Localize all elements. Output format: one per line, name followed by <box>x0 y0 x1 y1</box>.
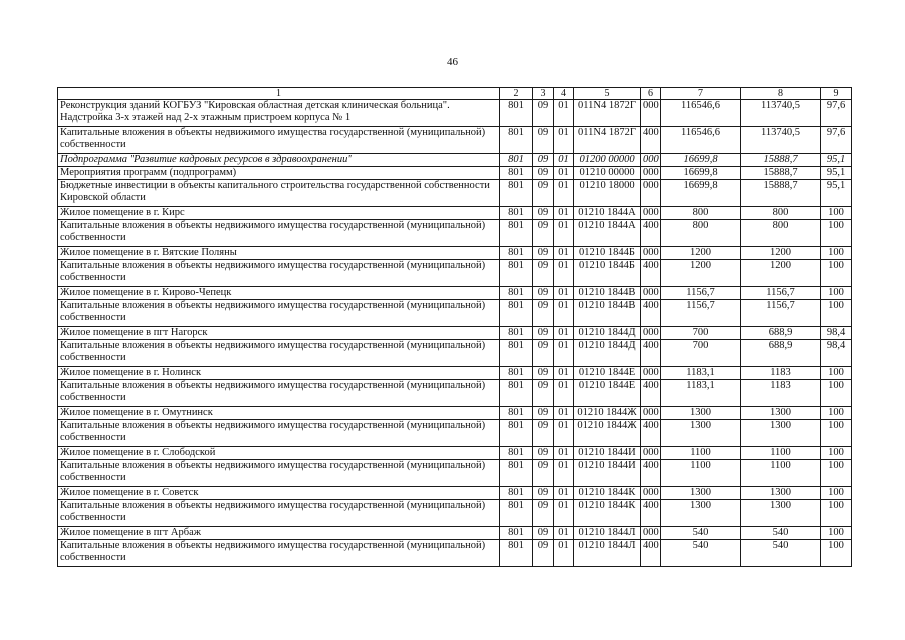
section-code-cell: 09 <box>533 340 554 367</box>
expense-type-cell: 400 <box>641 127 661 154</box>
executed-amount-cell: 1200 <box>741 247 821 260</box>
ministry-code-cell: 801 <box>500 220 533 247</box>
table-row <box>58 300 852 327</box>
item-name-cell: Жилое помещение в г. Слободской <box>58 447 500 460</box>
execution-percent-cell: 100 <box>821 500 852 527</box>
target-article-cell: 01210 1844Б <box>574 247 641 260</box>
executed-amount-cell: 540 <box>741 540 821 567</box>
table-row <box>58 367 852 380</box>
table-row <box>58 287 852 300</box>
executed-amount-cell: 800 <box>741 207 821 220</box>
ministry-code-cell: 801 <box>500 460 533 487</box>
planned-amount-cell: 1183,1 <box>661 380 741 407</box>
execution-percent-cell: 100 <box>821 367 852 380</box>
item-name-cell: Капитальные вложения в объекты недвижимого имущества государственной (муниципальной) собственности <box>58 420 500 447</box>
expense-type-cell: 000 <box>641 287 661 300</box>
column-number-cell: 8 <box>741 88 821 100</box>
planned-amount-cell: 1156,7 <box>661 300 741 327</box>
expense-type-cell: 000 <box>641 100 661 127</box>
table-row <box>58 167 852 180</box>
budget-table-body <box>58 88 852 567</box>
planned-amount-cell: 1100 <box>661 447 741 460</box>
item-name-cell: Капитальные вложения в объекты недвижимого имущества государственной (муниципальной) собственности <box>58 500 500 527</box>
planned-amount-cell: 540 <box>661 540 741 567</box>
planned-amount-cell: 700 <box>661 340 741 367</box>
item-name-cell: Капитальные вложения в объекты недвижимого имущества государственной (муниципальной) собственности <box>58 260 500 287</box>
subsection-code-cell: 01 <box>554 287 574 300</box>
executed-amount-cell: 1183 <box>741 380 821 407</box>
table-row <box>58 127 852 154</box>
subsection-code-cell: 01 <box>554 207 574 220</box>
item-name-cell: Жилое помещение в пгт Арбаж <box>58 527 500 540</box>
column-number-row <box>58 88 852 100</box>
subsection-code-cell: 01 <box>554 220 574 247</box>
target-article-cell: 01210 18000 <box>574 180 641 207</box>
ministry-code-cell: 801 <box>500 154 533 167</box>
execution-percent-cell: 100 <box>821 260 852 287</box>
section-code-cell: 09 <box>533 420 554 447</box>
expense-type-cell: 400 <box>641 420 661 447</box>
ministry-code-cell: 801 <box>500 327 533 340</box>
subsection-code-cell: 01 <box>554 247 574 260</box>
table-row <box>58 380 852 407</box>
planned-amount-cell: 800 <box>661 207 741 220</box>
section-code-cell: 09 <box>533 167 554 180</box>
target-article-cell: 01210 1844И <box>574 447 641 460</box>
expense-type-cell: 400 <box>641 220 661 247</box>
execution-percent-cell: 100 <box>821 247 852 260</box>
expense-type-cell: 000 <box>641 180 661 207</box>
target-article-cell: 01210 1844Л <box>574 540 641 567</box>
ministry-code-cell: 801 <box>500 447 533 460</box>
ministry-code-cell: 801 <box>500 100 533 127</box>
column-number-cell: 3 <box>533 88 554 100</box>
section-code-cell: 09 <box>533 154 554 167</box>
expense-type-cell: 000 <box>641 407 661 420</box>
table-row <box>58 327 852 340</box>
planned-amount-cell: 1183,1 <box>661 367 741 380</box>
table-row <box>58 247 852 260</box>
ministry-code-cell: 801 <box>500 367 533 380</box>
section-code-cell: 09 <box>533 100 554 127</box>
ministry-code-cell: 801 <box>500 167 533 180</box>
planned-amount-cell: 1200 <box>661 260 741 287</box>
execution-percent-cell: 98,4 <box>821 340 852 367</box>
subsection-code-cell: 01 <box>554 407 574 420</box>
table-row <box>58 207 852 220</box>
execution-percent-cell: 100 <box>821 287 852 300</box>
target-article-cell: 011N4 1872Г <box>574 127 641 154</box>
subsection-code-cell: 01 <box>554 260 574 287</box>
expense-type-cell: 000 <box>641 154 661 167</box>
execution-percent-cell: 95,1 <box>821 167 852 180</box>
column-number-cell: 6 <box>641 88 661 100</box>
ministry-code-cell: 801 <box>500 247 533 260</box>
section-code-cell: 09 <box>533 447 554 460</box>
planned-amount-cell: 1156,7 <box>661 287 741 300</box>
table-row <box>58 527 852 540</box>
execution-percent-cell: 100 <box>821 220 852 247</box>
execution-percent-cell: 98,4 <box>821 327 852 340</box>
planned-amount-cell: 1300 <box>661 407 741 420</box>
expense-type-cell: 400 <box>641 540 661 567</box>
executed-amount-cell: 15888,7 <box>741 180 821 207</box>
table-row <box>58 487 852 500</box>
item-name-cell: Жилое помещение в г. Кирс <box>58 207 500 220</box>
expense-type-cell: 400 <box>641 340 661 367</box>
subsection-code-cell: 01 <box>554 154 574 167</box>
ministry-code-cell: 801 <box>500 380 533 407</box>
subsection-code-cell: 01 <box>554 540 574 567</box>
execution-percent-cell: 100 <box>821 407 852 420</box>
item-name-cell: Капитальные вложения в объекты недвижимого имущества государственной (муниципальной) собственности <box>58 380 500 407</box>
executed-amount-cell: 688,9 <box>741 327 821 340</box>
subsection-code-cell: 01 <box>554 167 574 180</box>
ministry-code-cell: 801 <box>500 420 533 447</box>
target-article-cell: 01210 1844И <box>574 460 641 487</box>
executed-amount-cell: 688,9 <box>741 340 821 367</box>
execution-percent-cell: 95,1 <box>821 180 852 207</box>
table-row <box>58 340 852 367</box>
execution-percent-cell: 100 <box>821 420 852 447</box>
section-code-cell: 09 <box>533 127 554 154</box>
target-article-cell: 01200 00000 <box>574 154 641 167</box>
page-number: 46 <box>447 56 458 68</box>
item-name-cell: Бюджетные инвестиции в объекты капитального строительства государственной собственности Кировской области <box>58 180 500 207</box>
target-article-cell: 01210 1844В <box>574 287 641 300</box>
section-code-cell: 09 <box>533 207 554 220</box>
subsection-code-cell: 01 <box>554 300 574 327</box>
planned-amount-cell: 540 <box>661 527 741 540</box>
expense-type-cell: 400 <box>641 300 661 327</box>
section-code-cell: 09 <box>533 380 554 407</box>
table-row <box>58 180 852 207</box>
executed-amount-cell: 1300 <box>741 407 821 420</box>
planned-amount-cell: 16699,8 <box>661 154 741 167</box>
ministry-code-cell: 801 <box>500 180 533 207</box>
section-code-cell: 09 <box>533 367 554 380</box>
target-article-cell: 011N4 1872Г <box>574 100 641 127</box>
section-code-cell: 09 <box>533 180 554 207</box>
executed-amount-cell: 113740,5 <box>741 100 821 127</box>
executed-amount-cell: 15888,7 <box>741 167 821 180</box>
section-code-cell: 09 <box>533 460 554 487</box>
target-article-cell: 01210 1844Л <box>574 527 641 540</box>
target-article-cell: 01210 1844Е <box>574 380 641 407</box>
target-article-cell: 01210 1844Е <box>574 367 641 380</box>
execution-percent-cell: 97,6 <box>821 127 852 154</box>
execution-percent-cell: 100 <box>821 487 852 500</box>
subsection-code-cell: 01 <box>554 500 574 527</box>
section-code-cell: 09 <box>533 487 554 500</box>
ministry-code-cell: 801 <box>500 500 533 527</box>
item-name-cell: Жилое помещение в г. Омутнинск <box>58 407 500 420</box>
budget-table <box>57 87 852 567</box>
planned-amount-cell: 16699,8 <box>661 180 741 207</box>
executed-amount-cell: 1200 <box>741 260 821 287</box>
planned-amount-cell: 1100 <box>661 460 741 487</box>
item-name-cell: Мероприятия программ (подпрограмм) <box>58 167 500 180</box>
executed-amount-cell: 1300 <box>741 487 821 500</box>
section-code-cell: 09 <box>533 407 554 420</box>
execution-percent-cell: 100 <box>821 207 852 220</box>
execution-percent-cell: 100 <box>821 540 852 567</box>
expense-type-cell: 000 <box>641 327 661 340</box>
expense-type-cell: 000 <box>641 367 661 380</box>
expense-type-cell: 000 <box>641 527 661 540</box>
expense-type-cell: 000 <box>641 167 661 180</box>
execution-percent-cell: 97,6 <box>821 100 852 127</box>
ministry-code-cell: 801 <box>500 287 533 300</box>
target-article-cell: 01210 1844К <box>574 500 641 527</box>
planned-amount-cell: 116546,6 <box>661 100 741 127</box>
subsection-code-cell: 01 <box>554 180 574 207</box>
expense-type-cell: 000 <box>641 207 661 220</box>
ministry-code-cell: 801 <box>500 407 533 420</box>
table-row <box>58 460 852 487</box>
item-name-cell: Реконструкция зданий КОГБУЗ "Кировская областная детская клиническая больница". Надстройка 3-х этажей над 2-х этажным пристроем корпуса № 1 <box>58 100 500 127</box>
section-code-cell: 09 <box>533 327 554 340</box>
section-code-cell: 09 <box>533 260 554 287</box>
execution-percent-cell: 100 <box>821 300 852 327</box>
ministry-code-cell: 801 <box>500 300 533 327</box>
planned-amount-cell: 700 <box>661 327 741 340</box>
ministry-code-cell: 801 <box>500 260 533 287</box>
item-name-cell: Капитальные вложения в объекты недвижимого имущества государственной (муниципальной) собственности <box>58 340 500 367</box>
target-article-cell: 01210 1844Б <box>574 260 641 287</box>
subsection-code-cell: 01 <box>554 447 574 460</box>
ministry-code-cell: 801 <box>500 127 533 154</box>
subsection-code-cell: 01 <box>554 487 574 500</box>
subsection-code-cell: 01 <box>554 340 574 367</box>
executed-amount-cell: 1183 <box>741 367 821 380</box>
expense-type-cell: 400 <box>641 380 661 407</box>
item-name-cell: Подпрограмма "Развитие кадровых ресурсов в здравоохранении" <box>58 154 500 167</box>
executed-amount-cell: 1100 <box>741 447 821 460</box>
subsection-code-cell: 01 <box>554 327 574 340</box>
table-row <box>58 540 852 567</box>
planned-amount-cell: 1200 <box>661 247 741 260</box>
section-code-cell: 09 <box>533 500 554 527</box>
section-code-cell: 09 <box>533 527 554 540</box>
column-number-cell: 2 <box>500 88 533 100</box>
section-code-cell: 09 <box>533 220 554 247</box>
table-row <box>58 154 852 167</box>
section-code-cell: 09 <box>533 287 554 300</box>
planned-amount-cell: 1300 <box>661 500 741 527</box>
target-article-cell: 01210 1844А <box>574 207 641 220</box>
section-code-cell: 09 <box>533 247 554 260</box>
subsection-code-cell: 01 <box>554 380 574 407</box>
planned-amount-cell: 1300 <box>661 487 741 500</box>
table-row <box>58 260 852 287</box>
target-article-cell: 01210 1844Ж <box>574 407 641 420</box>
ministry-code-cell: 801 <box>500 207 533 220</box>
executed-amount-cell: 15888,7 <box>741 154 821 167</box>
item-name-cell: Капитальные вложения в объекты недвижимого имущества государственной (муниципальной) собственности <box>58 220 500 247</box>
target-article-cell: 01210 1844В <box>574 300 641 327</box>
column-number-cell: 1 <box>58 88 500 100</box>
execution-percent-cell: 100 <box>821 527 852 540</box>
target-article-cell: 01210 1844Д <box>574 340 641 367</box>
ministry-code-cell: 801 <box>500 540 533 567</box>
executed-amount-cell: 800 <box>741 220 821 247</box>
subsection-code-cell: 01 <box>554 460 574 487</box>
section-code-cell: 09 <box>533 300 554 327</box>
item-name-cell: Жилое помещение в г. Вятские Поляны <box>58 247 500 260</box>
execution-percent-cell: 100 <box>821 380 852 407</box>
table-row <box>58 420 852 447</box>
table-row <box>58 220 852 247</box>
subsection-code-cell: 01 <box>554 527 574 540</box>
subsection-code-cell: 01 <box>554 127 574 154</box>
target-article-cell: 01210 1844Ж <box>574 420 641 447</box>
target-article-cell: 01210 1844К <box>574 487 641 500</box>
execution-percent-cell: 100 <box>821 460 852 487</box>
executed-amount-cell: 1156,7 <box>741 287 821 300</box>
executed-amount-cell: 1156,7 <box>741 300 821 327</box>
executed-amount-cell: 113740,5 <box>741 127 821 154</box>
section-code-cell: 09 <box>533 540 554 567</box>
item-name-cell: Жилое помещение в г. Советск <box>58 487 500 500</box>
target-article-cell: 01210 00000 <box>574 167 641 180</box>
executed-amount-cell: 1300 <box>741 420 821 447</box>
target-article-cell: 01210 1844Д <box>574 327 641 340</box>
subsection-code-cell: 01 <box>554 367 574 380</box>
expense-type-cell: 000 <box>641 487 661 500</box>
ministry-code-cell: 801 <box>500 527 533 540</box>
item-name-cell: Капитальные вложения в объекты недвижимого имущества государственной (муниципальной) собственности <box>58 127 500 154</box>
planned-amount-cell: 16699,8 <box>661 167 741 180</box>
executed-amount-cell: 540 <box>741 527 821 540</box>
executed-amount-cell: 1300 <box>741 500 821 527</box>
expense-type-cell: 000 <box>641 247 661 260</box>
column-number-cell: 7 <box>661 88 741 100</box>
item-name-cell: Жилое помещение в пгт Нагорск <box>58 327 500 340</box>
subsection-code-cell: 01 <box>554 100 574 127</box>
column-number-cell: 5 <box>574 88 641 100</box>
item-name-cell: Капитальные вложения в объекты недвижимого имущества государственной (муниципальной) собственности <box>58 460 500 487</box>
expense-type-cell: 000 <box>641 447 661 460</box>
table-row <box>58 100 852 127</box>
table-row <box>58 407 852 420</box>
planned-amount-cell: 800 <box>661 220 741 247</box>
column-number-cell: 9 <box>821 88 852 100</box>
subsection-code-cell: 01 <box>554 420 574 447</box>
ministry-code-cell: 801 <box>500 487 533 500</box>
target-article-cell: 01210 1844А <box>574 220 641 247</box>
planned-amount-cell: 1300 <box>661 420 741 447</box>
execution-percent-cell: 95,1 <box>821 154 852 167</box>
expense-type-cell: 400 <box>641 260 661 287</box>
item-name-cell: Капитальные вложения в объекты недвижимого имущества государственной (муниципальной) собственности <box>58 300 500 327</box>
column-number-cell: 4 <box>554 88 574 100</box>
item-name-cell: Жилое помещение в г. Нолинск <box>58 367 500 380</box>
table-row <box>58 500 852 527</box>
ministry-code-cell: 801 <box>500 340 533 367</box>
table-row <box>58 447 852 460</box>
item-name-cell: Капитальные вложения в объекты недвижимого имущества государственной (муниципальной) собственности <box>58 540 500 567</box>
executed-amount-cell: 1100 <box>741 460 821 487</box>
planned-amount-cell: 116546,6 <box>661 127 741 154</box>
expense-type-cell: 400 <box>641 460 661 487</box>
item-name-cell: Жилое помещение в г. Кирово-Чепецк <box>58 287 500 300</box>
execution-percent-cell: 100 <box>821 447 852 460</box>
expense-type-cell: 400 <box>641 500 661 527</box>
